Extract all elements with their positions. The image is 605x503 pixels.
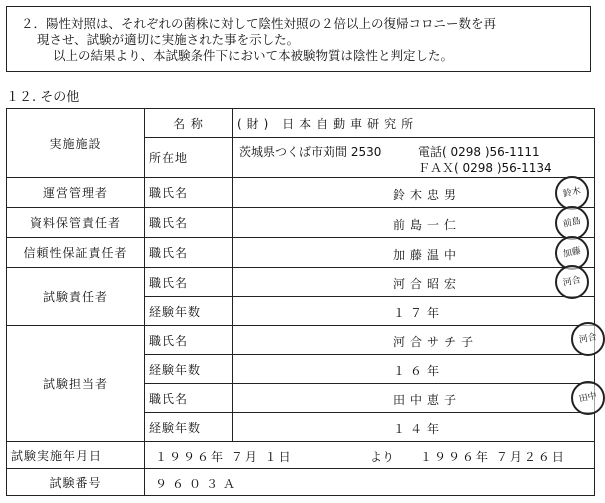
role-operations-manager: 運営管理者 xyxy=(7,178,145,208)
role-qa-manager: 信頼性保証責任者 xyxy=(7,238,145,268)
period-connector: より xyxy=(370,450,395,464)
section-title: １２. その他 xyxy=(6,90,80,105)
field-label: 職氏名 xyxy=(145,384,233,413)
note-line-3: 以上の結果より、本試験条件下において本被験物質は陰性と判定した。 xyxy=(53,48,454,63)
facility-label: 実施施設 xyxy=(7,109,145,178)
person-cell xyxy=(233,268,595,297)
experience-label: 経験年数 xyxy=(145,413,233,442)
note-line-2: 現させ、試験が適切に実施された事を示した。 xyxy=(37,32,300,47)
person-name: 河合サチ子 xyxy=(393,335,479,349)
person-cell xyxy=(233,326,598,355)
person-name: 前島一仁 xyxy=(393,218,462,232)
field-label: 職氏名 xyxy=(145,326,233,355)
period-end: １９９６年 ７月２６日 xyxy=(420,450,566,464)
person-cell xyxy=(233,238,595,268)
role-study-director: 試験責任者 xyxy=(7,268,145,326)
facility-name-label: 名 称 xyxy=(145,109,233,138)
experience-cell xyxy=(233,355,595,384)
seal-stamp: 河合 xyxy=(555,265,589,299)
person-cell xyxy=(233,178,595,208)
field-label: 職氏名 xyxy=(145,178,233,208)
person-name: 加藤温中 xyxy=(393,248,462,262)
period-label: 試験実施年月日 xyxy=(7,442,145,469)
experience-cell xyxy=(233,297,595,326)
experience-label: 経験年数 xyxy=(145,297,233,326)
seal-stamp: 鈴木 xyxy=(555,176,589,210)
person-name: 鈴木忠男 xyxy=(393,188,462,202)
seal-stamp: 河合 xyxy=(571,322,605,356)
conclusion-note-box xyxy=(6,6,591,72)
facility-address-cell xyxy=(233,138,595,178)
experience-value: １６年 xyxy=(393,364,445,378)
facility-address: 茨城県つくば市苅間 2530 xyxy=(239,145,382,159)
person-cell xyxy=(233,208,595,238)
field-label: 職氏名 xyxy=(145,268,233,297)
person-name: 田中恵子 xyxy=(393,393,462,407)
period-cell xyxy=(145,442,595,469)
seal-stamp: 加藤 xyxy=(555,236,589,270)
facility-tel: 電話( 0298 )56-1111 xyxy=(418,145,540,159)
experience-label: 経験年数 xyxy=(145,355,233,384)
field-label: 職氏名 xyxy=(145,238,233,268)
person-cell xyxy=(233,384,598,413)
seal-stamp: 前島 xyxy=(555,206,589,240)
person-name: 河合昭宏 xyxy=(393,277,462,291)
period-start: １９９６年 ７月 １日 xyxy=(155,450,293,464)
experience-value: １７年 xyxy=(393,306,445,320)
role-study-staff: 試験担当者 xyxy=(7,326,145,442)
facility-location-label: 所在地 xyxy=(145,138,233,178)
test-number-label: 試験番号 xyxy=(7,469,145,496)
facility-fax: ＦＡＸ( 0298 )56-1134 xyxy=(418,161,552,175)
test-number-cell xyxy=(145,469,595,496)
field-label: 職氏名 xyxy=(145,208,233,238)
test-number-value: ９６０３Ａ xyxy=(155,477,241,491)
seal-stamp: 田中 xyxy=(571,381,605,415)
note-line-1: ２．陽性対照は、それぞれの菌株に対して陰性対照の２倍以上の復帰コロニー数を再 xyxy=(21,16,497,31)
facility-name-value: (財) 日本自動車研究所 xyxy=(233,109,595,138)
other-info-table xyxy=(6,108,598,496)
experience-value: １４年 xyxy=(393,422,445,436)
role-records-manager: 資料保管責任者 xyxy=(7,208,145,238)
experience-cell xyxy=(233,413,595,442)
